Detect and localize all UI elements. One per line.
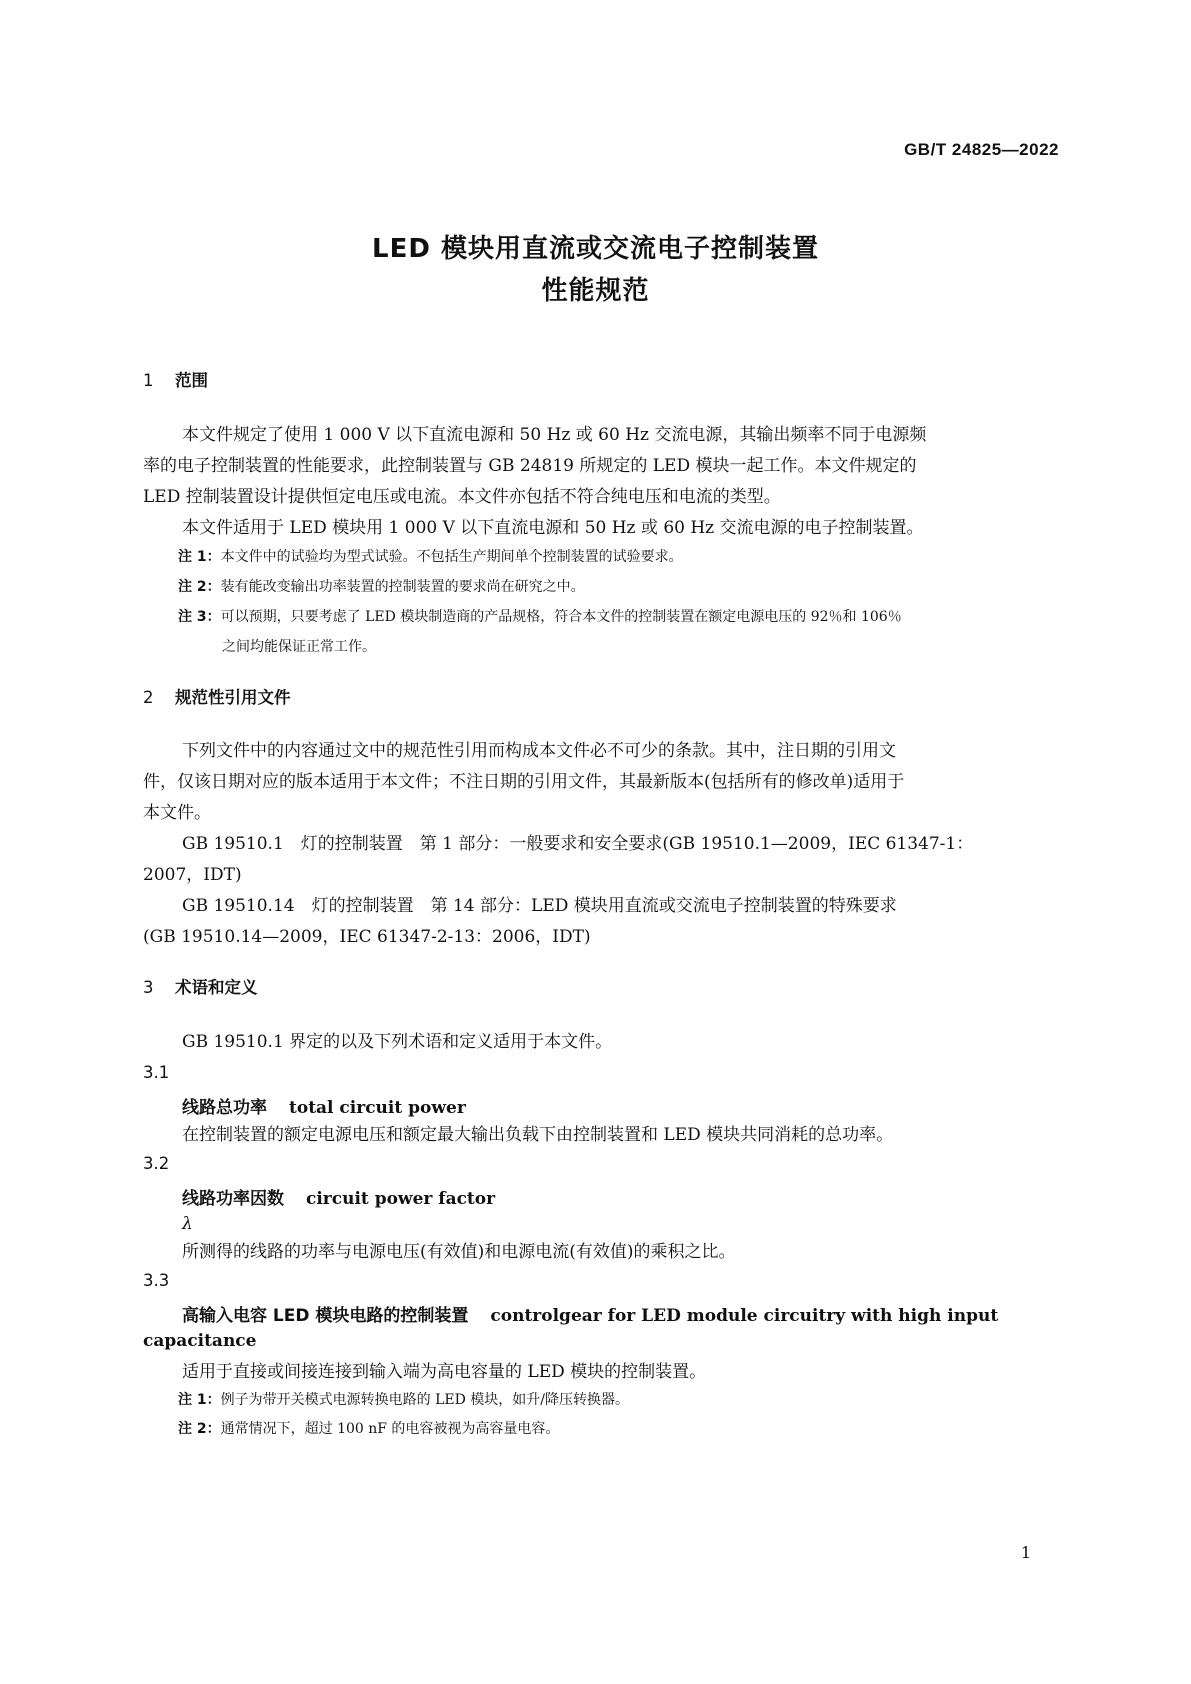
term-number: 3.2	[143, 1154, 170, 1173]
term-entry	[182, 1301, 998, 1326]
term-zh: 线路功率因数	[182, 1189, 284, 1209]
note-label: 注 1：	[178, 549, 221, 565]
standard-number: GB/T 24825—2022	[904, 140, 1059, 159]
page-number: 1	[1020, 1543, 1031, 1562]
reference-line: GB 19510.14 灯的控制装置 第 14 部分：LED 模块用直流或交流电子控制装置的特殊要求	[182, 896, 897, 916]
note-text: 装有能改变输出功率装置的控制装置的要求尚在研究之中。	[220, 579, 585, 595]
section-title: 范围	[175, 371, 208, 390]
note-label: 注 2：	[178, 579, 221, 595]
note-label: 注 1：	[178, 1392, 221, 1408]
reference-line: GB 19510.1 灯的控制装置 第 1 部分：一般要求和安全要求(GB 19510.1—2009，IEC 61347-1：	[182, 834, 974, 854]
term-entry	[182, 1184, 495, 1209]
term-en: total circuit power	[289, 1098, 466, 1118]
note-3-continuation: 之间均能保证正常工作。	[222, 639, 376, 655]
reference-line: (GB 19510.14—2009，IEC 61347-2-13：2006，IDT)	[143, 927, 591, 947]
term-note-2	[178, 1414, 1058, 1444]
term-definition: 在控制装置的额定电源电压和额定最大输出负载下由控制装置和 LED 模块共同消耗的总功率。	[182, 1125, 894, 1145]
document-title-line1: LED 模块用直流或交流电子控制装置	[372, 234, 819, 264]
term-en: controlgear for LED module circuitry with high input	[490, 1306, 999, 1326]
section-heading-terms	[143, 974, 258, 998]
section-number: 3	[143, 978, 154, 997]
term-number: 3.3	[143, 1271, 170, 1290]
term-en: circuit power factor	[306, 1189, 496, 1209]
term-zh: 线路总功率	[182, 1098, 267, 1118]
term-note-1	[178, 1385, 1058, 1415]
document-title-line2: 性能规范	[541, 276, 650, 306]
paragraph-line: 率的电子控制装置的性能要求，此控制装置与 GB 24819 所规定的 LED 模块一起工作。本文件规定的	[143, 456, 917, 476]
paragraph-line: 件，仅该日期对应的版本适用于本文件；不注日期的引用文件，其最新版本(包括所有的修改单)适用于	[143, 772, 905, 792]
section-heading-normative-references	[143, 684, 291, 708]
section-title: 术语和定义	[175, 978, 258, 997]
term-definition: 适用于直接或间接连接到输入端为高电容量的 LED 模块的控制装置。	[182, 1362, 707, 1382]
reference-line: 2007，IDT)	[143, 865, 242, 885]
note-1	[178, 542, 1058, 572]
section-heading-scope	[143, 367, 208, 391]
term-definition: 所测得的线路的功率与电源电压(有效值)和电源电流(有效值)的乘积之比。	[182, 1242, 736, 1262]
note-text: 例子为带开关模式电源转换电路的 LED 模块，如升/降压转换器。	[220, 1392, 629, 1408]
term-number: 3.1	[143, 1063, 170, 1082]
note-text: 通常情况下，超过 100 nF 的电容被视为高容量电容。	[220, 1421, 560, 1437]
note-2	[178, 572, 1058, 602]
section-number: 2	[143, 688, 154, 707]
paragraph-line: 本文件。	[143, 803, 211, 823]
note-text: 可以预期，只要考虑了 LED 模块制造商的产品规格，符合本文件的控制装置在额定电源电压的 92％和 106％	[220, 609, 902, 625]
note-label: 注 3：	[178, 609, 221, 625]
paragraph-line: LED 控制装置设计提供恒定电压或电流。本文件亦包括不符合纯电压和电流的类型。	[143, 487, 781, 507]
paragraph-line: GB 19510.1 界定的以及下列术语和定义适用于本文件。	[182, 1032, 613, 1052]
paragraph-line: 本文件适用于 LED 模块用 1 000 V 以下直流电源和 50 Hz 或 60 Hz 交流电源的电子控制装置。	[182, 518, 924, 538]
term-zh: 高输入电容 LED 模块电路的控制装置	[182, 1306, 469, 1326]
paragraph-line: 下列文件中的内容通过文中的规范性引用而构成本文件必不可少的条款。其中，注日期的引用文	[182, 741, 896, 761]
paragraph-line: 本文件规定了使用 1 000 V 以下直流电源和 50 Hz 或 60 Hz 交流电源，其输出频率不同于电源频	[182, 425, 927, 445]
note-text: 本文件中的试验均为型式试验。不包括生产期间单个控制装置的试验要求。	[220, 549, 683, 565]
section-number: 1	[143, 371, 154, 390]
term-en-continuation	[143, 1331, 256, 1351]
note-label: 注 2：	[178, 1421, 221, 1437]
term-entry	[182, 1093, 466, 1118]
term-en-cont: capacitance	[143, 1331, 257, 1351]
section-title: 规范性引用文件	[175, 688, 291, 707]
term-symbol: λ	[182, 1214, 193, 1234]
note-3	[178, 602, 1058, 632]
